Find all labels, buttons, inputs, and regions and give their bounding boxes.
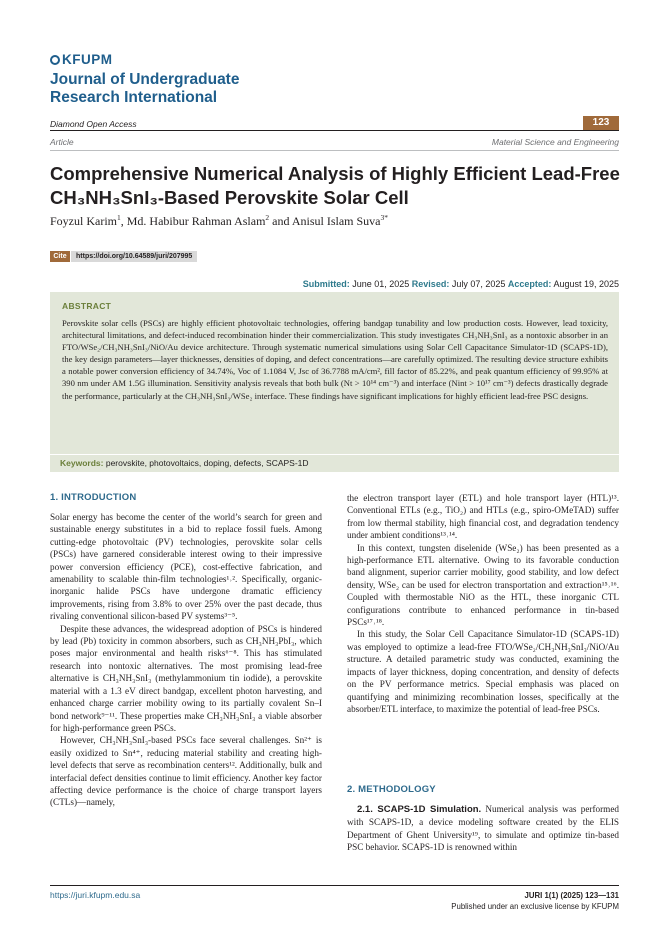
- header-divider: [50, 130, 619, 131]
- left-column: [50, 511, 322, 809]
- author-separator: ,: [120, 214, 127, 228]
- author-2-affiliation: 2: [265, 213, 270, 222]
- paper-title: [50, 162, 620, 210]
- keywords-text: perovskite, photovoltaics, doping, defects, SCAPS-1D: [105, 458, 309, 468]
- kfupm-logo: [50, 52, 113, 67]
- intro-paragraph-3: However, CH₃NH₃SnI₃-based PSCs face several challenges. Sn²⁺ is easily oxidized to Sn⁴⁺, reducing material stability and creating high-level defects that serve as recombination centers¹². Additionally, bulk and interfacial defect densities continue to limit efficiency. Another key factor affecting device performance is the choice of charge transport layers (CTLs)—namely,: [50, 735, 322, 808]
- author-2[interactable]: Md. Habibur Rahman Aslam: [126, 214, 266, 228]
- intro-paragraph-2: Despite these advances, the widespread adoption of PSCs is hindered by lead (Pb) toxicity in common absorbers, such as CH₃NH₃PbI₃, which poses major environmental and health risks⁶⁻⁸. This has stimulated research into nontoxic alternatives. The most promising lead-free alternative is CH₃NH₃SnI₃ (methylammonium tin iodide), a perovskite material with a 1.3 eV direct bandgap, excellent photon harvesting, and enhanced charge carrier mobility owing to its partially covalent Sn–I bond network⁹⁻¹¹. These properties make CH₃NH₃SnI₃ a viable absorber for high-performance green PSCs.: [50, 623, 322, 733]
- license-notice: Published under an exclusive license by KFUPM: [451, 902, 619, 911]
- article-type-label: Article: [50, 137, 74, 147]
- author-3[interactable]: Anisul Islam Suva: [291, 214, 381, 228]
- title-line-2: CH₃NH₃SnI₃-Based Perovskite Solar Cell: [50, 187, 409, 208]
- page-number-badge: 123: [583, 116, 619, 130]
- author-1-affiliation: 1: [117, 213, 121, 222]
- title-line-1: Comprehensive Numerical Analysis of Highly Efficient Lead-Free: [50, 163, 620, 184]
- logo-text: KFUPM: [62, 52, 113, 67]
- subheader-divider: [50, 150, 619, 151]
- author-1[interactable]: Foyzul Karim: [50, 214, 117, 228]
- logo-emblem-icon: [50, 55, 60, 65]
- accepted-label: Accepted:: [507, 279, 552, 289]
- footer-citation: [451, 890, 619, 912]
- journal-citation: JURI 1(1) (2025) 123—131: [524, 891, 619, 900]
- cite-badge: Cite: [50, 251, 70, 262]
- subject-label: Material Science and Engineering: [491, 137, 619, 147]
- methodology-text: [347, 803, 619, 854]
- revised-date: July 07, 2025: [451, 279, 506, 289]
- accepted-date: August 19, 2025: [553, 279, 619, 289]
- intro-paragraph-1: Solar energy has become the center of the world’s search for green and sustainable energy substitutes in a bid to replace fossil fuels. Among cutting-edge photovoltaic (PV) technologies, perovskite solar cells (PSCs) have garnered considerable interest owing to their impressive power conversion efficiency (PCE), cost-effective fabrication, and amenability to scalable thin-film technologies¹˒². Specifically, organic-inorganic halide PSCs have undergone dramatic efficiency improvements, rising from 3.8% to over 25% over the past decade, thus rivaling conventional silicon-based PV systems³⁻⁵.: [50, 512, 322, 622]
- author-3-affiliation: 3*: [380, 213, 388, 222]
- right-column: [347, 492, 619, 715]
- keywords: [60, 458, 309, 468]
- footer-divider: [50, 885, 619, 886]
- abstract-text: Perovskite solar cells (PSCs) are highly efficient photovoltaic technologies, offering bandgap tunability and low production costs. However, lead toxicity, architectural limitations, and defect-induced recombination hinder their commercialization. This study investigates CH₃NH₃SnI₃ as a nontoxic absorber in an FTO/WSe₂/CH₃NH₃SnI₃/NiO/Au device architecture. Through systematic numerical simulations using Solar Cell Capacitance Simulator-1D (SCAPS-1D), the key design parameters—layer thicknesses, densities of doping, and defect concentrations—are carefully optimized. The resulting device structure exhibits a notable power conversion efficiency of 34.74%, Voc of 1.1084 V, Jsc of 36.7788 mA/cm², fill factor of 85.22%, and peak quantum efficiency of 99.95% at 390 nm under AM 1.5G illumination. Sensitivity analysis reveals that both bulk (Nt > 10¹⁴ cm⁻³) and interface (Nint > 10¹⁷ cm⁻³) defects drastically degrade the performance, particularly at the CH₃NH₃SnI₃/WSe₂ interface. These findings have significant implications for highly efficient lead-free PSC designs.: [62, 318, 608, 401]
- journal-name[interactable]: [50, 71, 239, 107]
- right-paragraph-3: In this study, the Solar Cell Capacitance Simulator-1D (SCAPS-1D) was employed to optimize a lead-free FTO/WSe₂/CH₃NH₃SnI₃/NiO/Au structure. A detailed parametric study was conducted, examining the impacts of layer thickness, doping concentration, and density of defects on the PV performance metrics. Special emphasis was placed on quantifying and minimizing recombination losses, specifically at the absorber/ETL interface, to maximize the potential of lead-free PSCs.: [347, 629, 619, 714]
- methodology-heading: 2. METHODOLOGY: [347, 784, 436, 795]
- revised-label: Revised:: [411, 279, 450, 289]
- author-separator-and: and: [269, 214, 292, 228]
- journal-url-link[interactable]: https://juri.kfupm.edu.sa: [50, 890, 141, 900]
- introduction-heading: 1. INTRODUCTION: [50, 492, 137, 503]
- journal-name-line2: Research International: [50, 89, 218, 106]
- abstract-heading: ABSTRACT: [62, 301, 112, 311]
- scaps-subsection-heading: 2.1. SCAPS-1D Simulation.: [357, 804, 482, 815]
- open-access-label: Diamond Open Access: [50, 119, 137, 129]
- right-paragraph-1: the electron transport layer (ETL) and hole transport layer (HTL)¹³. Conventional ETLs (e.g., TiO₂) and HTLs (e.g., spiro-OMeTAD) suffer from low thermal stability, high financial cost, and degradation tendency under ambient conditions¹³˒¹⁴.: [347, 493, 619, 541]
- publication-dates: [303, 279, 619, 289]
- methodology-paragraph-1: Numerical analysis was performed with SCAPS-1D, a device modeling software created by the ELIS Department of Ghent University¹⁹, to simulate and optimize tin-based PSC behavior. SCAPS-1D is renowned within: [347, 804, 619, 853]
- author-list: [50, 213, 388, 229]
- corresponding-author-mark: *: [384, 213, 388, 222]
- submitted-date: June 01, 2025: [352, 279, 410, 289]
- submitted-label: Submitted:: [302, 279, 350, 289]
- keywords-label: Keywords:: [60, 458, 104, 468]
- doi-link[interactable]: https://doi.org/10.64589/juri/207995: [71, 251, 197, 262]
- right-paragraph-2: In this context, tungsten diselenide (WSe₂) has been presented as a high-performance ETL alternative. Owing to its favorable conduction band alignment, superior carrier mobility, good stability, and low defect density, WSe₂ can be used for electron transportation and extraction¹⁵˒¹⁶. Coupled with thermostable NiO as the HTL, these inorganic CTL configurations contribute to enhanced performance in tin-based PSCs¹⁷˒¹⁸.: [347, 542, 619, 628]
- journal-name-line1: Journal of Undergraduate: [50, 71, 240, 88]
